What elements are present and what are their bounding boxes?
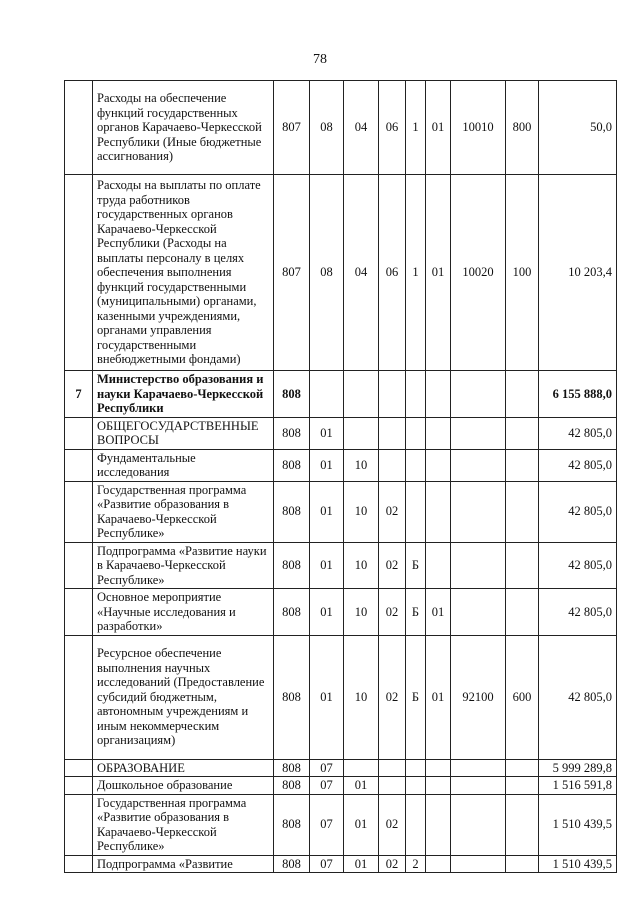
table-row xyxy=(65,635,617,759)
section-code: 08 xyxy=(310,175,344,371)
subsection-code: 10 xyxy=(344,589,379,636)
grbs-code: 808 xyxy=(274,589,310,636)
sum-cell: 42 805,0 xyxy=(539,481,617,542)
sum-cell: 42 805,0 xyxy=(539,542,617,589)
row-name: Фундаментальные исследования xyxy=(93,449,274,481)
subprogram-code xyxy=(406,759,426,777)
direction-code xyxy=(451,794,506,855)
direction-code xyxy=(451,855,506,873)
subprogram-code: 1 xyxy=(406,81,426,175)
sum-cell: 1 516 591,8 xyxy=(539,777,617,795)
grbs-code: 808 xyxy=(274,855,310,873)
row-number xyxy=(65,794,93,855)
table-row xyxy=(65,371,617,418)
table-row xyxy=(65,481,617,542)
expense-type-code: 800 xyxy=(506,81,539,175)
subsection-code xyxy=(344,759,379,777)
row-number xyxy=(65,542,93,589)
subprogram-code xyxy=(406,777,426,795)
expense-type-code xyxy=(506,777,539,795)
program-code: 06 xyxy=(379,81,406,175)
grbs-code: 807 xyxy=(274,175,310,371)
subprogram-code xyxy=(406,417,426,449)
expense-type-code xyxy=(506,417,539,449)
row-number: 7 xyxy=(65,371,93,418)
direction-code xyxy=(451,542,506,589)
row-number xyxy=(65,417,93,449)
section-code: 01 xyxy=(310,481,344,542)
subsection-code: 04 xyxy=(344,81,379,175)
sum-cell: 1 510 439,5 xyxy=(539,855,617,873)
event-code xyxy=(426,449,451,481)
table-row xyxy=(65,759,617,777)
grbs-code: 808 xyxy=(274,417,310,449)
sum-cell: 42 805,0 xyxy=(539,417,617,449)
expense-type-code: 100 xyxy=(506,175,539,371)
grbs-code: 807 xyxy=(274,81,310,175)
direction-code xyxy=(451,759,506,777)
program-code: 02 xyxy=(379,855,406,873)
row-number xyxy=(65,481,93,542)
event-code xyxy=(426,481,451,542)
event-code xyxy=(426,759,451,777)
row-number xyxy=(65,635,93,759)
event-code: 01 xyxy=(426,175,451,371)
table-row xyxy=(65,449,617,481)
sum-cell: 42 805,0 xyxy=(539,449,617,481)
row-number xyxy=(65,175,93,371)
expense-type-code: 600 xyxy=(506,635,539,759)
section-code: 08 xyxy=(310,81,344,175)
subsection-code xyxy=(344,417,379,449)
program-code: 02 xyxy=(379,794,406,855)
sum-cell: 10 203,4 xyxy=(539,175,617,371)
row-number xyxy=(65,449,93,481)
subprogram-code: 2 xyxy=(406,855,426,873)
program-code: 02 xyxy=(379,635,406,759)
subprogram-code: Б xyxy=(406,542,426,589)
expense-type-code xyxy=(506,449,539,481)
subsection-code xyxy=(344,371,379,418)
expense-type-code xyxy=(506,542,539,589)
row-name: Расходы на обеспечение функций государственных органов Карачаево-Черкесской Республики (Иные бюджетные ассигнования) xyxy=(93,81,274,175)
row-name: Подпрограмма «Развитие науки в Карачаево-Черкесской Республике» xyxy=(93,542,274,589)
subsection-code: 01 xyxy=(344,794,379,855)
expense-type-code xyxy=(506,371,539,418)
expense-type-code xyxy=(506,589,539,636)
subprogram-code xyxy=(406,371,426,418)
program-code: 02 xyxy=(379,589,406,636)
expense-type-code xyxy=(506,481,539,542)
subprogram-code xyxy=(406,794,426,855)
grbs-code: 808 xyxy=(274,449,310,481)
row-name: Государственная программа «Развитие образования в Карачаево-Черкесской Республике» xyxy=(93,481,274,542)
event-code xyxy=(426,417,451,449)
budget-table xyxy=(64,80,617,873)
program-code: 06 xyxy=(379,175,406,371)
subsection-code: 10 xyxy=(344,481,379,542)
expense-type-code xyxy=(506,855,539,873)
event-code xyxy=(426,794,451,855)
event-code: 01 xyxy=(426,81,451,175)
direction-code: 10010 xyxy=(451,81,506,175)
section-code: 07 xyxy=(310,777,344,795)
grbs-code: 808 xyxy=(274,371,310,418)
grbs-code: 808 xyxy=(274,542,310,589)
program-code xyxy=(379,759,406,777)
expense-type-code xyxy=(506,794,539,855)
row-name: Государственная программа «Развитие образования в Карачаево-Черкесской Республике» xyxy=(93,794,274,855)
direction-code xyxy=(451,777,506,795)
sum-cell: 5 999 289,8 xyxy=(539,759,617,777)
event-code xyxy=(426,542,451,589)
subprogram-code: 1 xyxy=(406,175,426,371)
grbs-code: 808 xyxy=(274,759,310,777)
event-code xyxy=(426,371,451,418)
table-row xyxy=(65,794,617,855)
table-row xyxy=(65,589,617,636)
program-code xyxy=(379,777,406,795)
section-code: 07 xyxy=(310,855,344,873)
subsection-code: 10 xyxy=(344,635,379,759)
subsection-code: 01 xyxy=(344,855,379,873)
grbs-code: 808 xyxy=(274,777,310,795)
direction-code xyxy=(451,417,506,449)
row-name: Подпрограмма «Развитие xyxy=(93,855,274,873)
row-name: Министерство образования и науки Карачаево-Черкесской Республики xyxy=(93,371,274,418)
direction-code xyxy=(451,449,506,481)
event-code: 01 xyxy=(426,589,451,636)
direction-code: 92100 xyxy=(451,635,506,759)
sum-cell: 42 805,0 xyxy=(539,589,617,636)
sum-cell: 42 805,0 xyxy=(539,635,617,759)
grbs-code: 808 xyxy=(274,481,310,542)
table-row xyxy=(65,777,617,795)
section-code: 07 xyxy=(310,794,344,855)
row-name: ОБРАЗОВАНИЕ xyxy=(93,759,274,777)
row-number xyxy=(65,855,93,873)
section-code: 01 xyxy=(310,417,344,449)
subsection-code: 01 xyxy=(344,777,379,795)
sum-cell: 50,0 xyxy=(539,81,617,175)
direction-code xyxy=(451,589,506,636)
page-number: 78 xyxy=(313,52,327,67)
row-number xyxy=(65,759,93,777)
section-code: 01 xyxy=(310,589,344,636)
subsection-code: 04 xyxy=(344,175,379,371)
program-code xyxy=(379,371,406,418)
subprogram-code xyxy=(406,481,426,542)
section-code: 01 xyxy=(310,635,344,759)
subsection-code: 10 xyxy=(344,449,379,481)
direction-code xyxy=(451,371,506,418)
row-name: ОБЩЕГОСУДАРСТВЕННЫЕ ВОПРОСЫ xyxy=(93,417,274,449)
row-number xyxy=(65,589,93,636)
program-code: 02 xyxy=(379,481,406,542)
subprogram-code: Б xyxy=(406,589,426,636)
section-code: 01 xyxy=(310,449,344,481)
program-code xyxy=(379,417,406,449)
expense-type-code xyxy=(506,759,539,777)
sum-cell: 1 510 439,5 xyxy=(539,794,617,855)
row-name: Расходы на выплаты по оплате труда работников государственных органов Карачаево-Черкесской Республики (Расходы на выплаты персоналу в целях обеспечения выполнения функций государственными (муниципальными) органами, казенными учреждениями, органами управления государственными внебюджетными фондами) xyxy=(93,175,274,371)
row-name: Ресурсное обеспечение выполнения научных исследований (Предоставление субсидий бюджетным, автономным учреждениям и иным некоммерческим организациям) xyxy=(93,635,274,759)
subprogram-code: Б xyxy=(406,635,426,759)
row-number xyxy=(65,777,93,795)
program-code: 02 xyxy=(379,542,406,589)
row-name: Основное мероприятие «Научные исследования и разработки» xyxy=(93,589,274,636)
subprogram-code xyxy=(406,449,426,481)
table-row xyxy=(65,542,617,589)
table-row xyxy=(65,81,617,175)
sum-cell: 6 155 888,0 xyxy=(539,371,617,418)
section-code: 07 xyxy=(310,759,344,777)
event-code: 01 xyxy=(426,635,451,759)
direction-code xyxy=(451,481,506,542)
table-row xyxy=(65,417,617,449)
event-code xyxy=(426,855,451,873)
direction-code: 10020 xyxy=(451,175,506,371)
event-code xyxy=(426,777,451,795)
row-name: Дошкольное образование xyxy=(93,777,274,795)
table-row xyxy=(65,175,617,371)
table-row xyxy=(65,855,617,873)
program-code xyxy=(379,449,406,481)
grbs-code: 808 xyxy=(274,794,310,855)
section-code xyxy=(310,371,344,418)
grbs-code: 808 xyxy=(274,635,310,759)
section-code: 01 xyxy=(310,542,344,589)
row-number xyxy=(65,81,93,175)
subsection-code: 10 xyxy=(344,542,379,589)
